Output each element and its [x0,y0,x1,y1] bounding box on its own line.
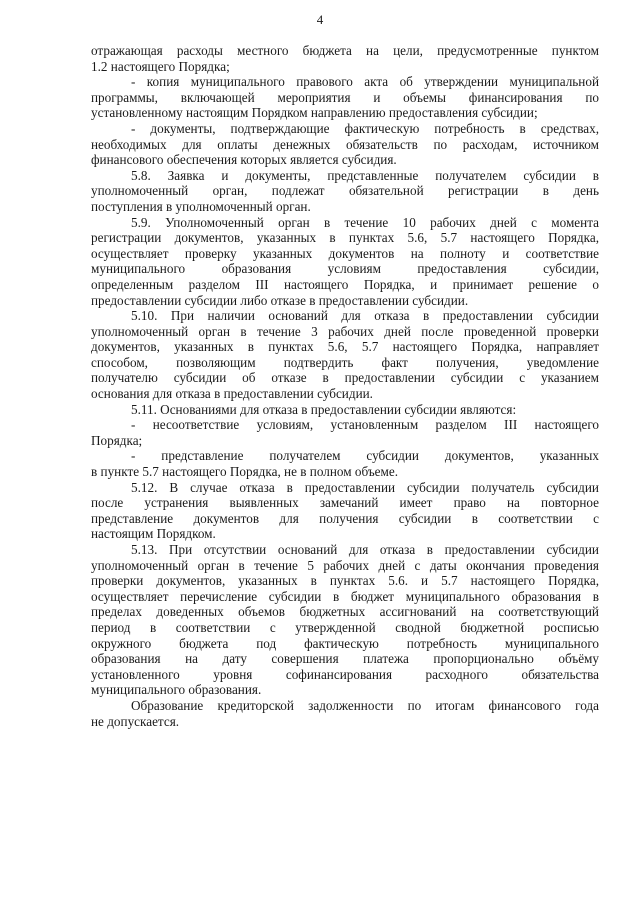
paragraph [91,698,599,729]
paragraph-line: 5.12. В случае отказа в предоставлении субсидии получатель субсидии [131,479,599,495]
paragraph-line: уполномоченный орган в течение 5 рабочих дней с даты окончания проведения [91,557,599,573]
paragraph-line: уполномоченный орган, подлежат обязательной регистрации в день [91,183,599,199]
paragraph [91,168,599,215]
paragraph-line: 5.11. Основаниями для отказа в предоставлении субсидии являются: [131,401,517,417]
paragraph [91,480,599,542]
paragraph-line: регистрации документов, указанных в пунктах 5.6, 5.7 настоящего Порядка, [91,230,599,246]
paragraph-line: пределах доведенных объемов бюджетных ассигнований на соответствующий [91,604,599,620]
paragraph-line: образования на дату совершения платежа пропорционально объёму [91,651,599,667]
paragraph-line: настоящим Порядком. [91,526,216,542]
paragraph-line: после устранения выявленных замечаний имеет право на повторное [91,495,599,511]
paragraph-line: не допускается. [91,713,180,729]
paragraph-line: - несоответствие условиям, установленным разделом III настоящего [131,417,599,433]
paragraph [91,542,599,698]
paragraph-line: предоставлении субсидии либо отказе в предоставлении субсидии. [91,292,469,308]
paragraph-line: финансового обеспечения которых является субсидия. [91,152,397,168]
paragraph-line: 5.13. При отсутствии оснований для отказа в предоставлении субсидии [131,542,599,557]
paragraph-line: - копия муниципального правового акта об утверждении муниципальной [131,74,599,90]
paragraph-line: установленного уровня софинансирования расходного обязательства [91,666,599,682]
paragraph-line: документов, указанных в пунктах 5.6, 5.7 настоящего Порядка, направляет [91,339,599,355]
paragraph-line: способом, позволяющим подтвердить факт получения, уведомление [91,354,599,370]
paragraph-line: получателю субсидии об отказе в предоставлении субсидии с указанием [91,370,599,386]
paragraph-line: окружного бюджета под фактическую потребность муниципального [91,635,599,651]
paragraph-line: установленному настоящим Порядком направлению предоставления субсидии; [91,105,538,121]
paragraph [91,121,599,168]
paragraph-line: проверки документов, указанных в пунктах 5.6. и 5.7 настоящего Порядка, [91,573,599,589]
paragraph-line: представление документов для получения субсидии в соответствии с [91,510,599,526]
paragraph-line: программы, включающей мероприятия и объемы финансирования по [91,89,599,105]
paragraph-line: в пункте 5.7 настоящего Порядка, не в полном объеме. [91,464,399,480]
paragraph-line: определенным разделом III настоящего Порядка, и принимает решение о [91,276,599,292]
paragraph [91,417,599,448]
paragraph-line: - документы, подтверждающие фактическую потребность в средствах, [131,120,599,136]
paragraph [91,43,599,74]
paragraph-line: Образование кредиторской задолженности по итогам финансового года [131,697,599,713]
page-number: 4 [316,12,324,27]
paragraph-line: уполномоченный орган в течение 3 рабочих дней после проведенной проверки [91,323,599,339]
document-body [91,43,599,729]
paragraph [91,402,599,418]
paragraph-line: период в соответствии с утвержденной сводной бюджетной росписью [91,619,599,635]
paragraph-line: 1.2 настоящего Порядка; [91,58,230,74]
paragraph-line: муниципального образования условиям предоставления субсидии, [91,261,599,277]
paragraph-line: 5.9. Уполномоченный орган в течение 10 рабочих дней с момента [131,214,599,230]
paragraph-line: поступления в уполномоченный орган. [91,198,311,214]
paragraph-line: осуществляет перечисление субсидии в бюджет муниципального образования в [91,588,599,604]
paragraph-line: Порядка; [91,432,143,448]
paragraph-line: 5.10. При наличии оснований для отказа в предоставлении субсидии [131,308,599,324]
paragraph-line: 5.8. Заявка и документы, представленные получателем субсидии в [131,167,599,183]
paragraph [91,74,599,121]
paragraph [91,308,599,402]
paragraph-line: основания для отказа в предоставлении субсидии. [91,386,373,402]
paragraph-line: осуществляет проверку указанных документов на полноту и соответствие [91,245,599,261]
paragraph [91,215,599,309]
paragraph-line: - представление получателем субсидии документов, указанных [131,448,599,464]
paragraph-line: необходимых для оплаты денежных обязательств по расходам, источником [91,136,599,152]
paragraph [91,448,599,479]
paragraph-line: отражающая расходы местного бюджета на цели, предусмотренные пунктом [91,43,599,58]
paragraph-line: муниципального образования. [91,682,262,698]
